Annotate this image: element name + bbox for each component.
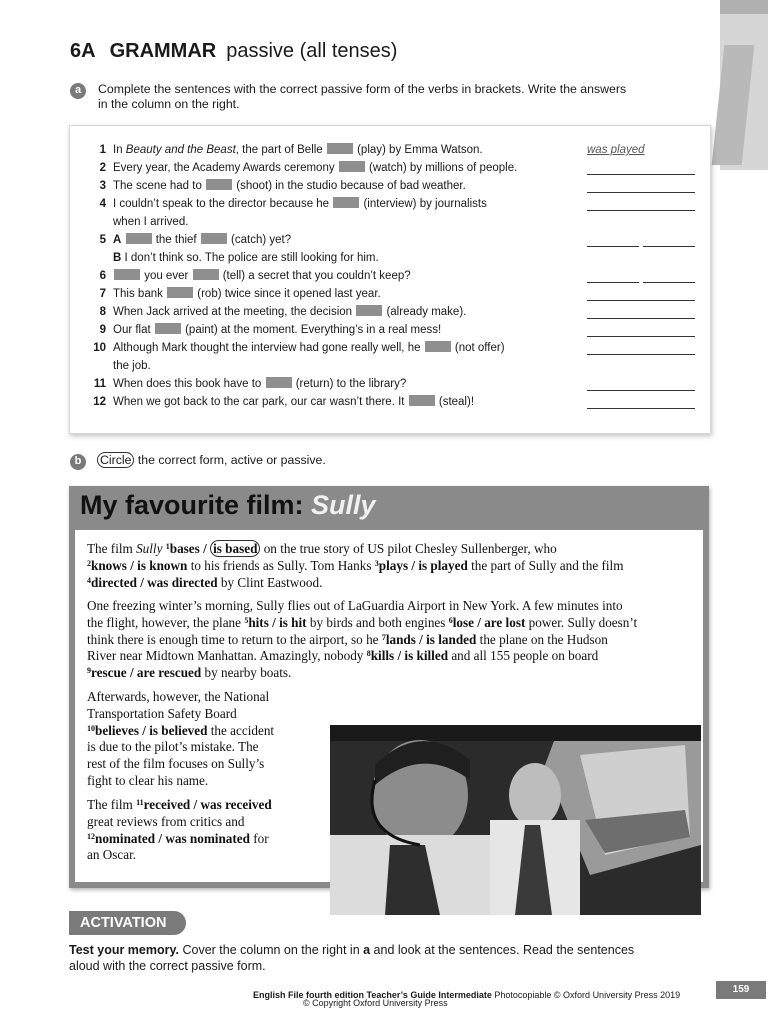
paragraph-2: One freezing winter’s morning, Sully flies out of LaGuardia Airport in New York. A few minutes into the flight, however, the plane $^5$hits / is hit by birds and both engines $^6$lose / are lost power. Sully doesn’t think there is enough time to return to the airport, so he $^7$lands / is landed the plane on the Hudson River near Midtown Manhattan. Amazingly, nobody $^8$kills / is killed and all 155 people on board $^9$rescue / are rescued by nearby boats. — [87, 598, 638, 681]
option-6[interactable]: lose / are lost — [452, 614, 526, 630]
item-number: 1 — [99, 144, 106, 156]
item-number: 3 — [99, 180, 106, 192]
answer-line[interactable] — [587, 160, 695, 175]
item-number: 11 — [93, 378, 106, 390]
activation-label: ACTIVATION — [69, 911, 186, 935]
unit-code: 6A — [70, 40, 96, 62]
item-sentence: Our flat (paint) at the moment. Everything’s in a real mess! — [113, 324, 442, 336]
item-number: 10 — [93, 342, 106, 354]
exercise-a-badge: a — [70, 83, 86, 99]
circled-answer[interactable]: is based — [210, 540, 260, 557]
blank-gap — [206, 179, 232, 190]
option-3[interactable]: plays / is played — [378, 557, 468, 573]
answer-line[interactable] — [643, 232, 695, 247]
answer-line[interactable] — [587, 394, 695, 409]
exercise-a-box — [69, 125, 711, 434]
example-answer: was played — [587, 144, 645, 156]
page-title — [70, 40, 397, 63]
answer-line[interactable] — [587, 340, 695, 355]
circle-word: Circle — [97, 452, 134, 468]
section-subtitle: passive (all tenses) — [226, 40, 398, 62]
answer-line[interactable] — [587, 286, 695, 301]
blank-gap — [155, 323, 181, 334]
answer-line[interactable] — [587, 268, 639, 283]
item-number: 7 — [99, 288, 106, 300]
answer-line[interactable] — [587, 178, 695, 193]
blank-gap — [333, 197, 359, 208]
option-12[interactable]: nominated / was nominated — [95, 830, 250, 846]
answer-line[interactable] — [587, 196, 695, 211]
blank-gap — [409, 395, 435, 406]
page-number: 159 — [716, 981, 766, 999]
instruction-text: the correct form, active or passive. — [134, 453, 326, 467]
answer-line[interactable] — [587, 304, 695, 319]
item-sentence: In Beauty and the Beast, the part of Belle (play) by Emma Watson. — [113, 144, 483, 156]
item-sentence: I couldn’t speak to the director because he (interview) by journalists — [113, 198, 487, 210]
blank-gap — [126, 233, 152, 244]
film-title — [80, 490, 376, 521]
blank-gap — [266, 377, 292, 388]
exercise-b-badge: b — [70, 454, 86, 470]
footer-credit: English File fourth edition Teacher’s Guide Intermediate Photocopiable © Oxford University Press 2019 — [253, 990, 681, 1000]
item-number: 5 — [99, 234, 106, 246]
corner-decoration-top — [720, 0, 768, 14]
blank-gap — [201, 233, 227, 244]
film-still-photo — [330, 725, 701, 915]
item-sentence: when I arrived. — [113, 216, 189, 228]
paragraph-1: The film Sully $^1$bases / is based on the true story of US pilot Chesley Sullenberger, who $^2$knows / is known to his friends as Sully. Tom Hanks $^3$plays / is played the part of Sully and the film $^4$directed / was directed by Clint Eastwood. — [87, 541, 624, 590]
answer-line[interactable] — [643, 268, 695, 283]
item-sentence: When does this book have to (return) to the library? — [113, 378, 407, 390]
blank-gap — [114, 269, 140, 280]
item-number: 2 — [99, 162, 106, 174]
item-sentence: you ever (tell) a secret that you couldn’t keep? — [113, 268, 411, 284]
instruction-line: Complete the sentences with the correct passive form of the verbs in brackets. Write the answers — [98, 82, 627, 96]
instruction-line: in the column on the right. — [98, 97, 240, 111]
paragraph-3: Afterwards, however, the National Transportation Safety Board $^{10}$believes / is believed the accident is due to the pilot’s mistake. The rest of the film focuses on Sully’s fight to clear his name. — [87, 689, 275, 788]
item-sentence: Every year, the Academy Awards ceremony (watch) by millions of people. — [113, 162, 518, 174]
blank-gap — [339, 161, 365, 172]
film-title-name: Sully — [311, 490, 376, 520]
blank-gap — [193, 269, 219, 280]
footer-copyright: © Copyright Oxford University Press — [303, 998, 448, 1008]
option-10[interactable]: believes / is believed — [95, 722, 208, 738]
answer-line[interactable] — [587, 322, 695, 337]
cockpit-photo-illustration — [330, 725, 701, 915]
answer-line[interactable] — [587, 232, 639, 247]
item-sentence: This bank (rob) twice since it opened last year. — [113, 288, 381, 300]
answer-line[interactable] — [587, 376, 695, 391]
blank-gap — [167, 287, 193, 298]
blank-gap — [425, 341, 451, 352]
item-sentence: When Jack arrived at the meeting, the decision (already make). — [113, 306, 467, 318]
exercise-b-instruction — [97, 453, 326, 468]
item-sentence: A the thief (catch) yet? — [113, 234, 292, 246]
activation-text: Test your memory. Cover the column on the right in a and look at the sentences. Read the sentences aloud with the correct passive form. — [69, 943, 635, 973]
film-text-area — [75, 530, 703, 882]
item-sentence: B I don’t think so. The police are still looking for him. — [113, 252, 379, 264]
item-sentence: Although Mark thought the interview had gone really well, he (not offer) — [113, 342, 505, 354]
item-number: 8 — [99, 306, 106, 318]
blank-gap — [327, 143, 353, 154]
option-8[interactable]: kills / is killed — [370, 648, 449, 664]
item-number: 6 — [99, 270, 106, 282]
exercise-a-instruction — [98, 82, 626, 112]
item-sentence: the job. — [113, 360, 151, 372]
option-2[interactable]: knows / is known — [91, 557, 188, 573]
option-4[interactable]: directed / was directed — [91, 574, 218, 590]
item-sentence: When we got back to the car park, our car wasn’t there. It (steal)! — [113, 396, 475, 408]
option-5[interactable]: hits / is hit — [248, 614, 307, 630]
option-11[interactable]: received / was received — [143, 797, 272, 812]
item-number: 9 — [99, 324, 106, 336]
item-sentence: The scene had to (shoot) in the studio because of bad weather. — [113, 180, 466, 192]
paragraph-4: The film $^{11}$received / was received great reviews from critics and $^{12}$nominated / was nominated for an Oscar. — [87, 797, 272, 863]
item-number: 12 — [93, 396, 106, 408]
blank-gap — [356, 305, 382, 316]
section-heading: GRAMMAR — [109, 40, 217, 62]
item-number: 4 — [99, 198, 106, 210]
film-review-panel — [69, 486, 709, 888]
option-7[interactable]: lands / is landed — [385, 631, 477, 647]
option-9[interactable]: rescue / are rescued — [91, 665, 202, 681]
film-title-prefix: My favourite film: — [80, 490, 312, 520]
